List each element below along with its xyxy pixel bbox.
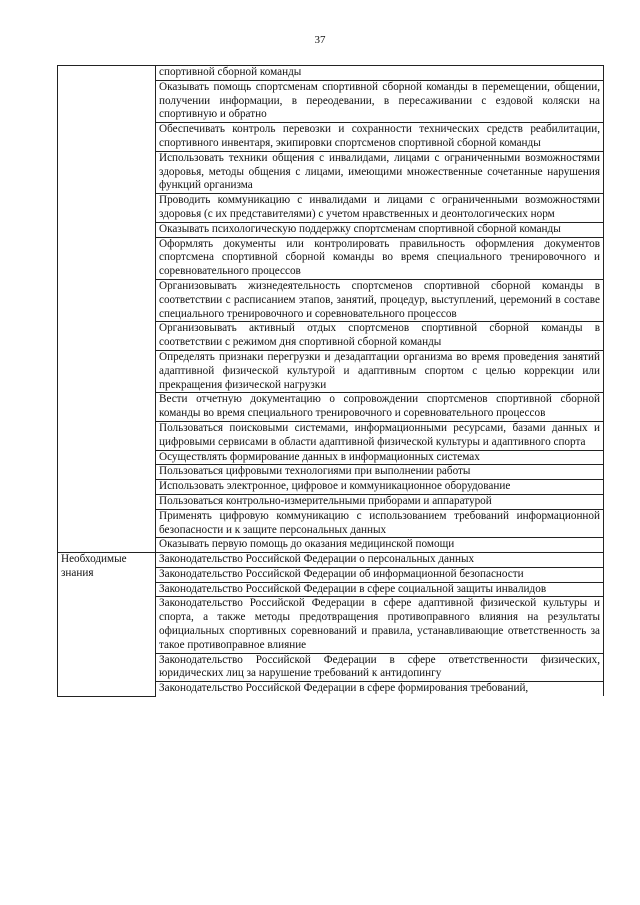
table-row xyxy=(58,66,604,81)
table-cell: спортивной сборной команды xyxy=(156,66,604,81)
section-label-knowledge: Необходимые знания xyxy=(58,553,156,696)
table-cell: Законодательство Российской Федерации в сфере ответственности физических, юридических лиц за нарушение требований к антидопингу xyxy=(156,653,604,682)
table-cell: Оказывать помощь спортсменам спортивной сборной команды в перемещении, общении, получении информации, в переодевании, в пересаживании с ездовой коляски на спортивную и обратно xyxy=(156,80,604,122)
table-cell: Законодательство Российской Федерации об информационной безопасности xyxy=(156,567,604,582)
table-cell: Законодательство Российской Федерации в сфере формирования требований, xyxy=(156,682,604,696)
table-cell: Использовать техники общения с инвалидами, лицами с ограниченными возможностями здоровья, методы общения с лицами, имеющими множественные сочетанные нарушения функций организма xyxy=(156,151,604,193)
table-cell: Оказывать первую помощь до оказания медицинской помощи xyxy=(156,538,604,553)
table-cell: Организовывать жизнедеятельность спортсменов спортивной сборной команды в соответствии с расписанием этапов, занятий, процедур, выступлений, церемоний в составе специального тренировочного и соревновательного процессов xyxy=(156,279,604,321)
table-cell: Вести отчетную документацию о сопровождении спортсменов спортивной сборной команды во время специального тренировочного и соревновательного процессов xyxy=(156,393,604,422)
requirements-table xyxy=(57,65,604,697)
table-cell: Использовать электронное, цифровое и коммуникационное оборудование xyxy=(156,480,604,495)
table-cell: Пользоваться контрольно-измерительными приборами и аппаратурой xyxy=(156,494,604,509)
section-label-skills xyxy=(58,66,156,553)
table-cell: Обеспечивать контроль перевозки и сохранности технических средств реабилитации, спортивного инвентаря, экипировки спортсменов спортивной сборной команды xyxy=(156,123,604,152)
table-cell: Законодательство Российской Федерации о персональных данных xyxy=(156,553,604,568)
table-cell: Проводить коммуникацию с инвалидами и лицами с ограниченными возможностями здоровья (с их представителями) с учетом нравственных и деонтологических норм xyxy=(156,194,604,223)
table-cell: Законодательство Российской Федерации в сфере адаптивной физической культуры и спорта, а также методы предотвращения противоправного влияния на результаты официальных спортивных соревнований и правила, устанавливающие ответственность за такое противоправное влияние xyxy=(156,597,604,653)
table-cell: Применять цифровую коммуникацию с использованием требований информационной безопасности и к защите персональных данных xyxy=(156,509,604,538)
table-cell: Оказывать психологическую поддержку спортсменам спортивной сборной команды xyxy=(156,222,604,237)
table-cell: Пользоваться поисковыми системами, информационными ресурсами, базами данных и цифровыми сервисами в области адаптивной физической культуры и адаптивного спорта xyxy=(156,421,604,450)
table-cell: Определять признаки перегрузки и дезадаптации организма во время проведения занятий адаптивной физической культурой и адаптивным спортом с целью коррекции или прекращения физической нагрузки xyxy=(156,350,604,392)
table-cell: Пользоваться цифровыми технологиями при выполнении работы xyxy=(156,465,604,480)
table-cell: Осуществлять формирование данных в информационных системах xyxy=(156,450,604,465)
table-cell: Законодательство Российской Федерации в сфере социальной защиты инвалидов xyxy=(156,582,604,597)
table-cell: Организовывать активный отдых спортсменов спортивной сборной команды в соответствии с режимом дня спортивной сборной команды xyxy=(156,322,604,351)
table-cell: Оформлять документы или контролировать правильность оформления документов спортсмена спортивной сборной команды во время специального тренировочного и соревновательного процессов xyxy=(156,237,604,279)
table-row xyxy=(58,553,604,568)
page-number: 37 xyxy=(314,34,326,46)
